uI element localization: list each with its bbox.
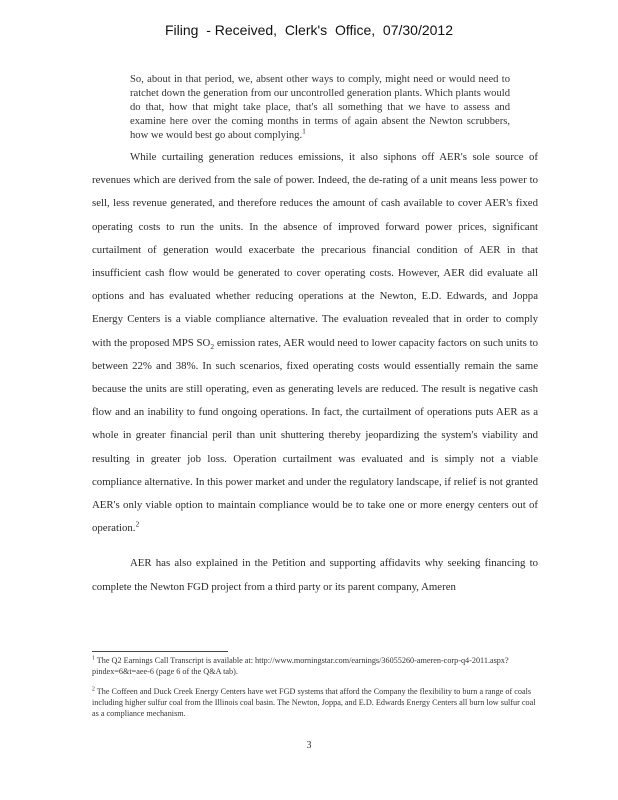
footnote-separator [92,651,228,652]
footnote-1-number: 1 [92,655,95,662]
paragraph-1-part-a: While curtailing generation reduces emissions, it also siphons off AER's sole source of revenues which are derived from the sale of power. Indeed, the de-rating of a unit means less power to sell, less revenue generated, and therefore reduces the amount of cash available to cover AER's fixed operating costs to run the units. In the absence of improved forward power prices, significant curtailment of generation would exacerbate the precarious financial condition of AER in that insufficient cash flow would be generated to cover operating costs. However, AER did evaluate all options and has evaluated whether reducing operations at the Newton, E.D. Edwards, and Joppa Energy Centers is a viable compliance alternative. The evaluation revealed that in order to comply with the proposed MPS SO [92,151,538,349]
footnote-ref-2: 2 [135,519,140,529]
footnote-1-text: The Q2 Earnings Call Transcript is available at: http://www.morningstar.com/earnings/36055260-ameren-corp-q4-2011.aspx?pindex=6&t=aee-6 (page 6 of the Q&A tab). [92,656,509,676]
paragraph-2: AER has also explained in the Petition and supporting affidavits why seeking financing to complete the Newton FGD project from a third party or its parent company, Ameren [92,557,538,593]
page-number: 3 [306,740,312,751]
footnote-2-number: 2 [92,686,95,693]
so2-subscript: 2 [210,341,215,351]
block-quote-text: So, about in that period, we, absent other ways to comply, might need or would need to ratchet down the generation from our uncontrolled generation plants. Which plants would do that, how that might take place, that's all something that we have to assess and examine here over the coming months in terms of again absent the Newton scrubbers, how we would best go about complying. [130,74,510,141]
body-text [92,146,538,599]
block-quote [130,73,510,143]
paragraph-1 [92,146,538,540]
footnote-1 [92,655,538,677]
footnote-ref-1: 1 [302,126,306,136]
footnote-2 [92,686,538,719]
footnote-2-text: The Coffeen and Duck Creek Energy Centers have wet FGD systems that afford the Company the flexibility to burn a range of coals including higher sulfur coal from the Illinois coal basin. The Newton, Joppa, and E.D. Edwards Energy Centers all burn low sulfur coal as a compliance mechanism. [92,687,536,718]
filing-stamp-header: Filing - Received, Clerk's Office, 07/30/2012 [165,22,453,38]
paragraph-1-part-b: emission rates, AER would need to lower capacity factors on such units to between 22% and 38%. In such scenarios, fixed operating costs would essentially remain the same because the units are still operating, even as generating levels are reduced. The result is negative cash flow and an inability to fund ongoing operations. In fact, the curtailment of operations puts AER as a whole in greater financial peril than unit shuttering thereby jeopardizing the system's viability and resulting in greater job loss. Operation curtailment was evaluated and is simply not a viable compliance alternative. In this power market and under the regulatory landscape, if relief is not granted AER's only viable option to maintain compliance would be to take one or more energy centers out of operation. [92,336,538,535]
